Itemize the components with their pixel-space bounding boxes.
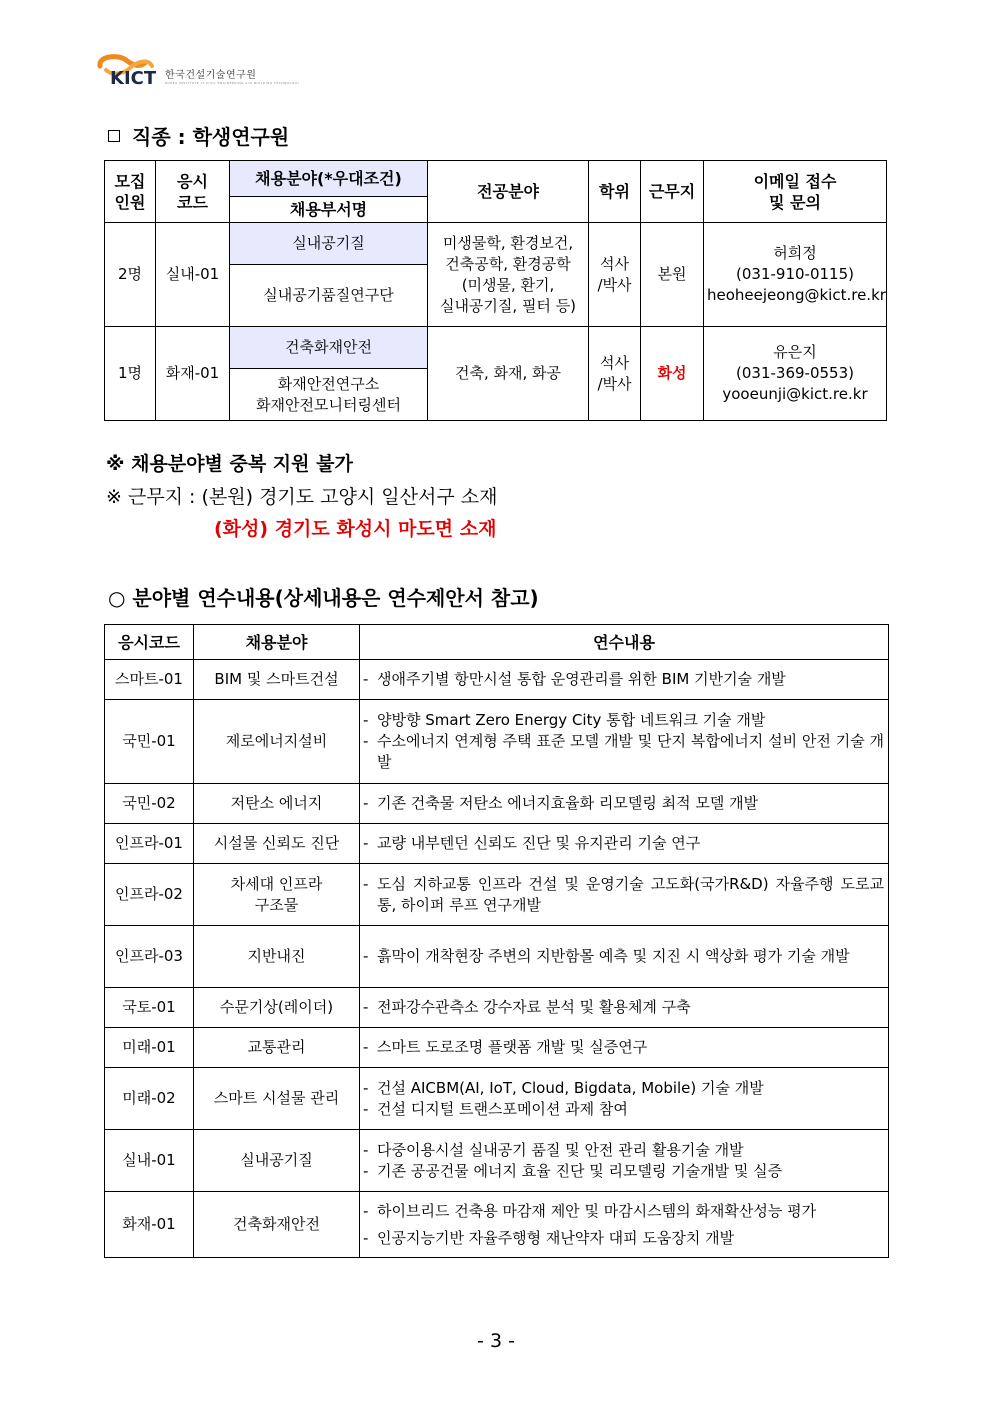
training-field: BIM 및 스마트건설 <box>194 660 360 700</box>
row1-field: 실내공기질 <box>230 223 428 265</box>
training-row <box>105 864 889 926</box>
page-number: - 3 - <box>477 1330 515 1352</box>
row2-contact: 유은지 (031-369-0553) yooeunji@kict.re.kr <box>704 327 887 421</box>
training-code: 인프라-02 <box>105 864 194 926</box>
section1-title: 직종 : 학생연구원 <box>108 121 289 150</box>
training-row <box>105 700 889 784</box>
row1-contact: 허희정 (031-910-0115) heoheejeong@kict.re.kr <box>704 223 887 327</box>
row2-dept: 화재안전연구소 화재안전모니터링센터 <box>230 369 428 421</box>
training-field: 저탄소 에너지 <box>194 784 360 824</box>
training-table-body <box>105 660 889 1258</box>
row2-field: 건축화재안전 <box>230 327 428 369</box>
training-field: 건축화재안전 <box>194 1192 360 1258</box>
training-item: - 도심 지하교통 인프라 건설 및 운영기술 고도화(국가R&D) 자율주행 도로교통, 하이퍼 루프 연구개발 <box>363 874 884 914</box>
checkbox-square-icon <box>108 130 120 142</box>
row1-recruit: 2명 <box>105 223 156 327</box>
th-degree: 학위 <box>589 161 641 223</box>
training-field: 교통관리 <box>194 1028 360 1068</box>
training-item: - 하이브리드 건축용 마감재 제안 및 마감시스템의 화재확산성능 평가 <box>363 1201 817 1220</box>
th-field: 채용분야(*우대조건) <box>230 161 428 197</box>
th-major: 전공분야 <box>428 161 589 223</box>
row2-major: 건축, 화재, 화공 <box>428 327 589 421</box>
note-duplicate: ※ 채용분야별 중복 지원 불가 <box>106 453 353 475</box>
training-content <box>360 660 889 700</box>
training-content <box>360 784 889 824</box>
training-content <box>360 1068 889 1130</box>
th-contact: 이메일 접수 및 문의 <box>704 161 887 223</box>
training-code: 인프라-03 <box>105 926 194 988</box>
training-code: 미래-02 <box>105 1068 194 1130</box>
training-item: - 흙막이 개착현장 주변의 지반함몰 예측 및 지진 시 액상화 평가 기술 개발 <box>363 947 850 965</box>
training-item: - 기존 공공건물 에너지 효율 진단 및 리모델링 기술개발 및 실증 <box>363 1161 783 1180</box>
training-row <box>105 660 889 700</box>
th2-field: 채용분야 <box>194 625 360 660</box>
training-content <box>360 926 889 988</box>
row1-major: 미생물학, 환경보건, 건축공학, 환경공학 (미생물, 환기, 실내공기질, 필터 등) <box>428 223 589 327</box>
note-location-main: ※ 근무지 : (본원) 경기도 고양시 일산서구 소재 <box>106 486 498 508</box>
training-row <box>105 784 889 824</box>
training-row <box>105 1192 889 1258</box>
training-item: - 건설 디지털 트랜스포메이션 과제 참여 <box>363 1099 628 1118</box>
training-code: 국민-01 <box>105 700 194 784</box>
training-row <box>105 988 889 1028</box>
training-item: - 생애주기별 항만시설 통합 운영관리를 위한 BIM 기반기술 개발 <box>363 670 786 688</box>
training-content <box>360 988 889 1028</box>
training-field: 스마트 시설물 관리 <box>194 1068 360 1130</box>
row1-code: 실내-01 <box>156 223 230 327</box>
training-item: - 교량 내부텐던 신뢰도 진단 및 유지관리 기술 연구 <box>363 834 701 852</box>
training-field: 시설물 신뢰도 진단 <box>194 824 360 864</box>
training-item: - 전파강수관측소 강수자료 분석 및 활용체계 구축 <box>363 998 691 1016</box>
row2-location: 화성 <box>641 327 704 421</box>
training-row <box>105 926 889 988</box>
training-item: - 수소에너지 연계형 주택 표준 모델 개발 및 단지 복합에너지 설비 안전 기술 개발 <box>363 732 884 771</box>
training-code: 화재-01 <box>105 1192 194 1258</box>
row1-degree: 석사 /박사 <box>589 223 641 327</box>
training-field: 실내공기질 <box>194 1130 360 1192</box>
training-row <box>105 824 889 864</box>
training-code: 미래-01 <box>105 1028 194 1068</box>
training-code: 국토-01 <box>105 988 194 1028</box>
training-code: 스마트-01 <box>105 660 194 700</box>
training-item: - 건설 AICBM(AI, IoT, Cloud, Bigdata, Mobile) 기술 개발 <box>363 1078 764 1097</box>
training-item: - 다중이용시설 실내공기 품질 및 안전 관리 활용기술 개발 <box>363 1140 744 1159</box>
training-field: 지반내진 <box>194 926 360 988</box>
training-row <box>105 1130 889 1192</box>
th2-content: 연수내용 <box>360 625 889 660</box>
row2-code: 화재-01 <box>156 327 230 421</box>
training-item: - 양방향 Smart Zero Energy City 통합 네트워크 기술 개발 <box>363 711 766 729</box>
training-code: 실내-01 <box>105 1130 194 1192</box>
training-content <box>360 864 889 926</box>
training-content <box>360 1130 889 1192</box>
training-field: 제로에너지설비 <box>194 700 360 784</box>
row2-degree: 석사 /박사 <box>589 327 641 421</box>
note-location-hwaseong: (화성) 경기도 화성시 마도면 소재 <box>214 518 497 540</box>
org-name: 한국건설기술연구원 KOREA INSTITUTE of CIVIL ENGINEERING and BUILDING TECHNOLOGY <box>165 70 300 85</box>
training-item: - 기존 건축물 저탄소 에너지효율화 리모델링 최적 모델 개발 <box>363 794 759 812</box>
row1-dept: 실내공기품질연구단 <box>230 265 428 327</box>
training-field: 수문기상(레이더) <box>194 988 360 1028</box>
training-content <box>360 1028 889 1068</box>
recruit-table <box>104 160 887 421</box>
th-location: 근무지 <box>641 161 704 223</box>
training-code: 국민-02 <box>105 784 194 824</box>
training-content <box>360 700 889 784</box>
training-row <box>105 1068 889 1130</box>
th-code: 응시 코드 <box>156 161 230 223</box>
training-item: - 스마트 도로조명 플랫폼 개발 및 실증연구 <box>363 1038 648 1056</box>
training-code: 인프라-01 <box>105 824 194 864</box>
section2-title: ○ 분야별 연수내용(상세내용은 연수제안서 참고) <box>108 586 539 610</box>
logo-text: KICT <box>110 68 157 88</box>
row1-location: 본원 <box>641 223 704 327</box>
th-recruit: 모집 인원 <box>105 161 156 223</box>
training-row <box>105 1028 889 1068</box>
training-item: - 인공지능기반 자율주행형 재난약자 대피 도움장치 개발 <box>363 1228 735 1247</box>
training-table <box>104 624 889 1258</box>
training-content <box>360 1192 889 1258</box>
th-dept: 채용부서명 <box>230 197 428 223</box>
training-content <box>360 824 889 864</box>
training-field: 차세대 인프라 구조물 <box>194 864 360 926</box>
th2-code: 응시코드 <box>105 625 194 660</box>
row2-recruit: 1명 <box>105 327 156 421</box>
